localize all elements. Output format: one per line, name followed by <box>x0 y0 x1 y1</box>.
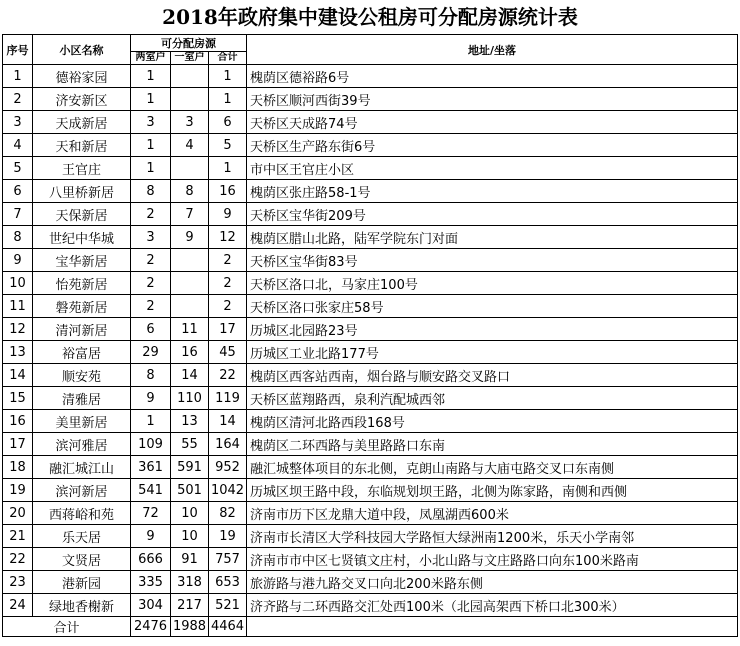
row-address: 天桥区生产路东街6号 <box>247 134 738 157</box>
row-seq: 20 <box>3 502 33 525</box>
table-row <box>3 157 738 180</box>
row-seq: 3 <box>3 111 33 134</box>
row-two-room: 666 <box>131 548 171 571</box>
row-one-room: 7 <box>171 203 209 226</box>
row-seq: 16 <box>3 410 33 433</box>
table-row <box>3 180 738 203</box>
row-name: 世纪中华城 <box>33 226 131 249</box>
row-one-room <box>171 157 209 180</box>
row-two-room: 2 <box>131 249 171 272</box>
row-address: 槐荫区腊山北路，陆军学院东门对面 <box>247 226 738 249</box>
row-name: 绿地香榭新 <box>33 594 131 617</box>
header-seq: 序号 <box>3 35 33 65</box>
row-total: 9 <box>209 203 247 226</box>
table-row <box>3 433 738 456</box>
row-name: 磐苑新居 <box>33 295 131 318</box>
row-two-room: 6 <box>131 318 171 341</box>
total-row <box>3 617 738 637</box>
row-address: 槐荫区西客站西南，烟台路与顺安路交叉路口 <box>247 364 738 387</box>
table-row <box>3 134 738 157</box>
total-one-room: 1988 <box>171 617 209 637</box>
row-address: 天桥区宝华街83号 <box>247 249 738 272</box>
table-row <box>3 88 738 111</box>
row-one-room: 318 <box>171 571 209 594</box>
row-name: 天保新居 <box>33 203 131 226</box>
row-total: 1 <box>209 65 247 88</box>
row-name: 西蒋峪和苑 <box>33 502 131 525</box>
row-total: 82 <box>209 502 247 525</box>
row-two-room: 2 <box>131 203 171 226</box>
row-name: 美里新居 <box>33 410 131 433</box>
row-address: 旅游路与港九路交叉口向北200米路东侧 <box>247 571 738 594</box>
header-total: 合计 <box>209 52 247 65</box>
table-row <box>3 65 738 88</box>
header-name: 小区名称 <box>33 35 131 65</box>
row-total: 6 <box>209 111 247 134</box>
row-total: 653 <box>209 571 247 594</box>
row-name: 裕富居 <box>33 341 131 364</box>
table-row <box>3 479 738 502</box>
row-two-room: 9 <box>131 387 171 410</box>
row-name: 王官庄 <box>33 157 131 180</box>
row-total: 5 <box>209 134 247 157</box>
row-address: 天桥区宝华街209号 <box>247 203 738 226</box>
row-one-room: 14 <box>171 364 209 387</box>
row-address: 历城区坝王路中段，东临规划坝王路，北侧为陈家路，南侧和西侧 <box>247 479 738 502</box>
row-address: 济齐路与二环西路交汇处西100米（北园高架西下桥口北300米） <box>247 594 738 617</box>
row-name: 文贤居 <box>33 548 131 571</box>
row-seq: 2 <box>3 88 33 111</box>
header-one-room: 一室户 <box>171 52 209 65</box>
row-two-room: 29 <box>131 341 171 364</box>
housing-table <box>2 34 738 637</box>
row-total: 119 <box>209 387 247 410</box>
row-seq: 13 <box>3 341 33 364</box>
table-row <box>3 341 738 364</box>
row-seq: 10 <box>3 272 33 295</box>
row-name: 德裕家园 <box>33 65 131 88</box>
row-name: 顺安苑 <box>33 364 131 387</box>
row-total: 952 <box>209 456 247 479</box>
table-row <box>3 111 738 134</box>
table-row <box>3 272 738 295</box>
row-name: 乐天居 <box>33 525 131 548</box>
row-two-room: 2 <box>131 295 171 318</box>
row-address: 济南市长清区大学科技园大学路恒大绿洲南1200米，乐天小学南邻 <box>247 525 738 548</box>
table-row <box>3 594 738 617</box>
row-one-room: 110 <box>171 387 209 410</box>
row-one-room: 91 <box>171 548 209 571</box>
row-total: 14 <box>209 410 247 433</box>
row-one-room: 55 <box>171 433 209 456</box>
row-two-room: 1 <box>131 134 171 157</box>
row-seq: 8 <box>3 226 33 249</box>
table-row <box>3 410 738 433</box>
row-total: 19 <box>209 525 247 548</box>
row-two-room: 8 <box>131 180 171 203</box>
table-row <box>3 295 738 318</box>
row-total: 16 <box>209 180 247 203</box>
row-seq: 17 <box>3 433 33 456</box>
row-seq: 7 <box>3 203 33 226</box>
table-row <box>3 525 738 548</box>
row-one-room: 4 <box>171 134 209 157</box>
row-seq: 23 <box>3 571 33 594</box>
row-one-room: 10 <box>171 525 209 548</box>
row-address: 天桥区洛口北，马家庄100号 <box>247 272 738 295</box>
row-two-room: 304 <box>131 594 171 617</box>
row-total: 2 <box>209 295 247 318</box>
row-address: 槐荫区清河北路西段168号 <box>247 410 738 433</box>
row-address: 天桥区天成路74号 <box>247 111 738 134</box>
row-one-room: 501 <box>171 479 209 502</box>
row-one-room: 10 <box>171 502 209 525</box>
row-name: 天成新居 <box>33 111 131 134</box>
row-two-room: 335 <box>131 571 171 594</box>
row-one-room <box>171 65 209 88</box>
row-seq: 4 <box>3 134 33 157</box>
row-name: 怡苑新居 <box>33 272 131 295</box>
row-total: 17 <box>209 318 247 341</box>
row-two-room: 9 <box>131 525 171 548</box>
row-one-room <box>171 295 209 318</box>
row-address: 历城区工业北路177号 <box>247 341 738 364</box>
row-two-room: 2 <box>131 272 171 295</box>
row-one-room: 217 <box>171 594 209 617</box>
row-name: 清雅居 <box>33 387 131 410</box>
row-name: 融汇城江山 <box>33 456 131 479</box>
row-seq: 6 <box>3 180 33 203</box>
row-two-room: 541 <box>131 479 171 502</box>
row-total: 1 <box>209 88 247 111</box>
row-seq: 5 <box>3 157 33 180</box>
table-row <box>3 364 738 387</box>
row-seq: 21 <box>3 525 33 548</box>
row-address: 天桥区蓝翔路西，泉利汽配城西邻 <box>247 387 738 410</box>
row-total: 45 <box>209 341 247 364</box>
row-two-room: 1 <box>131 65 171 88</box>
header-address: 地址/坐落 <box>247 35 738 65</box>
table-row <box>3 502 738 525</box>
row-two-room: 3 <box>131 226 171 249</box>
row-one-room: 16 <box>171 341 209 364</box>
row-name: 港新园 <box>33 571 131 594</box>
row-total: 12 <box>209 226 247 249</box>
row-name: 滨河雅居 <box>33 433 131 456</box>
row-one-room: 3 <box>171 111 209 134</box>
row-two-room: 1 <box>131 88 171 111</box>
total-two-room: 2476 <box>131 617 171 637</box>
row-address: 天桥区顺河西街39号 <box>247 88 738 111</box>
row-seq: 12 <box>3 318 33 341</box>
page-title: 2018年政府集中建设公租房可分配房源统计表 <box>162 5 578 29</box>
table-row <box>3 571 738 594</box>
row-one-room: 8 <box>171 180 209 203</box>
row-seq: 14 <box>3 364 33 387</box>
row-two-room: 1 <box>131 157 171 180</box>
table-row <box>3 387 738 410</box>
row-name: 八里桥新居 <box>33 180 131 203</box>
row-two-room: 1 <box>131 410 171 433</box>
table-row <box>3 203 738 226</box>
row-address: 槐荫区二环西路与美里路路口东南 <box>247 433 738 456</box>
row-total: 2 <box>209 249 247 272</box>
row-total: 2 <box>209 272 247 295</box>
table-row <box>3 318 738 341</box>
row-address: 济南市市中区七贤镇文庄村，小北山路与文庄路路口向东100米路南 <box>247 548 738 571</box>
table-row <box>3 226 738 249</box>
row-one-room: 11 <box>171 318 209 341</box>
header-two-room: 两室户 <box>131 52 171 65</box>
row-two-room: 361 <box>131 456 171 479</box>
row-total: 1042 <box>209 479 247 502</box>
total-sum: 4464 <box>209 617 247 637</box>
row-address: 融汇城整体项目的东北侧，克朗山南路与大庙屯路交叉口东南侧 <box>247 456 738 479</box>
table-row <box>3 249 738 272</box>
row-total: 22 <box>209 364 247 387</box>
row-seq: 19 <box>3 479 33 502</box>
row-total: 1 <box>209 157 247 180</box>
table-row <box>3 548 738 571</box>
row-one-room <box>171 249 209 272</box>
row-one-room: 591 <box>171 456 209 479</box>
row-address: 槐荫区张庄路58-1号 <box>247 180 738 203</box>
row-address: 天桥区洛口张家庄58号 <box>247 295 738 318</box>
row-two-room: 3 <box>131 111 171 134</box>
row-address: 济南市历下区龙鼎大道中段，凤凰湖西600米 <box>247 502 738 525</box>
row-total: 757 <box>209 548 247 571</box>
row-name: 宝华新居 <box>33 249 131 272</box>
row-seq: 15 <box>3 387 33 410</box>
row-seq: 24 <box>3 594 33 617</box>
row-seq: 18 <box>3 456 33 479</box>
row-two-room: 109 <box>131 433 171 456</box>
row-one-room <box>171 272 209 295</box>
total-label: 合计 <box>3 617 131 637</box>
row-one-room: 9 <box>171 226 209 249</box>
row-address: 历城区北园路23号 <box>247 318 738 341</box>
total-address <box>247 617 738 637</box>
row-two-room: 8 <box>131 364 171 387</box>
row-two-room: 72 <box>131 502 171 525</box>
row-name: 天和新居 <box>33 134 131 157</box>
row-seq: 9 <box>3 249 33 272</box>
row-one-room <box>171 88 209 111</box>
row-seq: 22 <box>3 548 33 571</box>
row-total: 164 <box>209 433 247 456</box>
header-distributable: 可分配房源 <box>131 35 247 52</box>
row-address: 市中区王官庄小区 <box>247 157 738 180</box>
row-name: 济安新区 <box>33 88 131 111</box>
row-one-room: 13 <box>171 410 209 433</box>
row-name: 清河新居 <box>33 318 131 341</box>
row-name: 滨河新居 <box>33 479 131 502</box>
table-row <box>3 456 738 479</box>
row-seq: 1 <box>3 65 33 88</box>
row-total: 521 <box>209 594 247 617</box>
row-address: 槐荫区德裕路6号 <box>247 65 738 88</box>
row-seq: 11 <box>3 295 33 318</box>
